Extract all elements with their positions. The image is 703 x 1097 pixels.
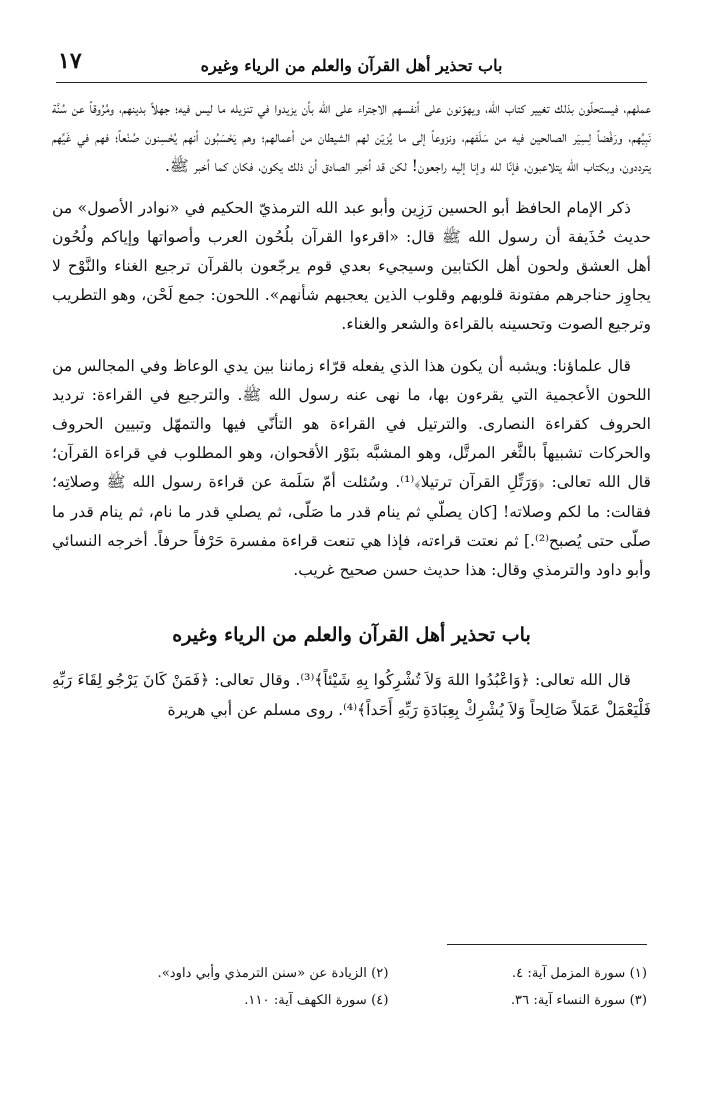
running-header bbox=[56, 42, 647, 83]
footnotes bbox=[150, 960, 647, 1014]
page-number: ١٧ bbox=[58, 48, 82, 74]
footnote-2: (٢) الزيادة عن «سنن الترمذي وأبي داود». bbox=[157, 966, 389, 981]
section-paragraph: قال الله تعالى: ﴿وَاعْبُدُوا اللهَ وَلاَ تُشْرِكُوا بِهِ شَيْئاً﴾⁽³⁾. وقال تعالى: ﴿فَمَنْ كَانَ يَرْجُو لِقَاءَ رَبِّهِ فَلْيَعْمَلْ عَمَلاً صَالِحاً وَلاَ يُشْرِكْ بِعِبَادَةِ رَبِّهِ أَحَداً﴾⁽⁴⁾. روى مسلم عن أبي هريرة bbox=[52, 671, 651, 719]
paragraph: عملهم، فيستحلّون بذلك تغيير كتاب الله، ويهوّنون على أنفسهم الاجتراء على الله بأن يزيدوا في تنزيله ما ليس فيه؛ جهلاً بدينهم، ومُرُوقاً عن سُنَّة نَبِيِّهم، ورَفْضاً لِسِيَر الصالحين فيه من سَلَفهم، ونزوعاً إلى ما يُزيّن لهم الشيطان من أعمالهم؛ وهم يَحْسَبُون أنهم يُحْسِنون صُنْعاً؛ فهم في غَيِّهم يترددون، وبكتاب الله يتلاعبون، فإنّا لله وإنا إليه راجعون! لكن قد أخبر الصادق أن ذلك يكون، فكان كما أخبر ﷺ. bbox=[52, 99, 651, 176]
main-text bbox=[52, 94, 651, 737]
footnote-divider bbox=[447, 944, 647, 945]
footnote-1: (١) سورة المزمل آية: ٤. bbox=[511, 966, 647, 981]
footnote-4: (٤) سورة الكهف آية: ١١٠. bbox=[244, 993, 389, 1008]
footnote-3: (٣) سورة النساء آية: ٣٦. bbox=[510, 993, 647, 1008]
paragraph: ذكر الإمام الحافظ أبو الحسين رَزِين وأبو عبد الله الترمذيّ الحكيم في «نوادر الأصول» من حديث حُذَيفة أن رسول الله ﷺ قال: «اقرءوا القرآن بلُحُون العرب وأصواتها وإياكم ولُحُون أهل العشق ولحون أهل الكتابين وسيجيء بعدي قوم يرجّعون بالقرآن ترجيع الغناء والنَّوْح لا يجاوِز حناجرهم مفتونة قلوبهم وقلوب الذين يعجبهم شأنهم». اللحون: جمع لَحْن، وهو التطريب وترجيع الصوت وتحسينه بالقراءة والشعر والغناء. bbox=[52, 198, 651, 334]
section-heading: باب تحذير أهل القرآن والعلم من الرياء وغيره bbox=[172, 624, 531, 647]
header-title: باب تحذير أهل القرآن والعلم من الرياء وغيره bbox=[200, 56, 503, 75]
paragraph: قال علماؤنا: ويشبه أن يكون هذا الذي يفعله قرّاء زماننا بين يدي الوعاظ وفي المجالس من اللحون الأعجمية التي يقرءون بها، ما نهى عنه رسول الله ﷺ. والترجيع في القراءة: ترديد الحروف كقراءة النصارى. والترتيل في القراءة هو التأنّي فيها والتمهّل وتبيين الحروف والحركات تشبيهاً بالثَّغر المرتَّل، وهو المشبَّه بنَوْر الأقحوان، وهو المطلوب في قراءة القرآن؛ قال الله تعالى: ﴿وَرَتِّلِ القرآن ترتيلا﴾⁽¹⁾. وسُئلت أمّ سَلَمة عن قراءة رسول الله ﷺ وصلاتِه؛ فقالت: ما لكم وصلاته! [كان يصلّي ثم ينام قدر ما صَلّى، ثم يصلي قدر ما نام، ثم ينام قدر ما صلّى حتى يُصبح⁽²⁾.] ثم نعتت قراءته، فإذا هي تنعت قراءة مفسرة حَرْفاً حرفاً. أخرجه النسائي وأبو داود والترمذي وقال: هذا حديث حسن صحيح غريب. bbox=[52, 356, 651, 580]
